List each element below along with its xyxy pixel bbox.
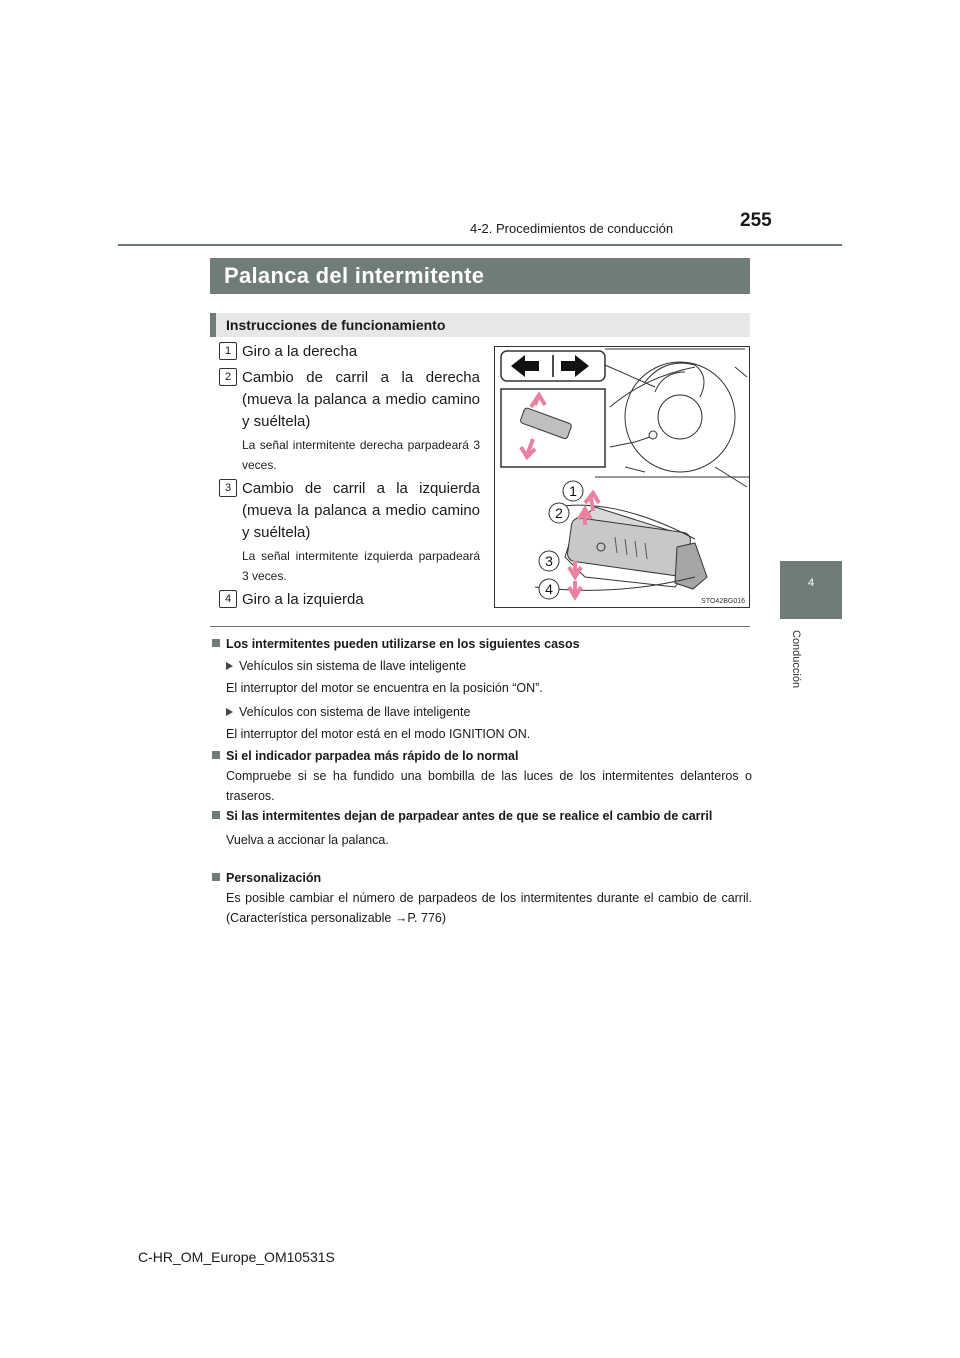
section-divider	[210, 626, 750, 627]
note-1-sub-1-bullet: Vehículos sin sistema de llave inteligente	[239, 659, 467, 673]
square-bullet-icon	[212, 811, 220, 819]
figure-callout-3: 3	[545, 553, 553, 569]
chapter-tab[interactable]: 4	[780, 561, 842, 619]
note-text-4: Es posible cambiar el número de parpadeos de los intermitentes durante el cambio de carril. (Característica personalizable →P. 776)	[226, 891, 752, 925]
square-bullet-icon	[212, 639, 220, 647]
note-heading-4: Personalización	[226, 871, 322, 885]
triangle-bullet-icon	[226, 708, 233, 716]
note-1-sub-2-text: El interruptor del motor está en el modo IGNITION ON.	[226, 727, 531, 741]
turn-signal-lever-figure	[494, 346, 750, 608]
figure-callout-1: 1	[569, 483, 577, 499]
step-text-3: Cambio de carril a la izquierda (mueva la palanca a medio camino y suéltela)	[242, 480, 480, 541]
note-block-4	[212, 868, 752, 928]
note-block-2	[212, 746, 752, 806]
figure-callout-4: 4	[545, 581, 553, 597]
figure-code: STO42BG016	[701, 598, 745, 605]
note-heading-2: Si el indicador parpadea más rápido de lo normal	[226, 749, 519, 763]
step-number-2: 2	[219, 368, 237, 386]
note-block-3	[212, 806, 752, 850]
note-heading-3: Si las intermitentes dejan de parpadear antes de que se realice el cambio de carril	[226, 809, 713, 823]
header-divider	[118, 244, 842, 246]
square-bullet-icon	[212, 751, 220, 759]
triangle-bullet-icon	[226, 662, 233, 670]
page-title: Palanca del intermitente	[210, 258, 750, 294]
page-number: 255	[740, 210, 772, 231]
note-heading-1: Los intermitentes pueden utilizarse en los siguientes casos	[226, 637, 580, 651]
turn-left-arrow-icon	[569, 581, 581, 597]
note-text-2: Compruebe si se ha fundido una bombilla de las luces de los intermitentes delanteros o traseros.	[226, 769, 752, 803]
step-text-4: Giro a la izquierda	[242, 591, 364, 608]
note-1-sub-2-bullet: Vehículos con sistema de llave inteligente	[239, 705, 471, 719]
step-number-1: 1	[219, 342, 237, 360]
note-1-sub-1-text: El interruptor del motor se encuentra en la posición “ON”.	[226, 681, 543, 695]
step-number-4: 4	[219, 590, 237, 608]
step-note-2: La señal intermitente derecha parpadeará 3 veces.	[242, 438, 480, 472]
square-bullet-icon	[212, 873, 220, 881]
lever-illustration	[495, 347, 749, 607]
subsection-title: Instrucciones de funcionamiento	[210, 313, 750, 337]
step-number-3: 3	[219, 479, 237, 497]
step-text-2: Cambio de carril a la derecha (mueva la palanca a medio camino y suéltela)	[242, 369, 480, 430]
section-title: 4-2. Procedimientos de conducción	[470, 221, 674, 236]
step-note-3: La señal intermitente izquierda parpadeará 3 veces.	[242, 549, 480, 583]
document-footer: C-HR_OM_Europe_OM10531S	[138, 1249, 335, 1265]
note-text-3: Vuelva a accionar la palanca.	[226, 833, 389, 847]
chapter-label: Conducción	[790, 630, 802, 689]
note-block-1	[212, 634, 752, 744]
step-text-1: Giro a la derecha	[242, 343, 358, 360]
figure-callout-2: 2	[555, 505, 563, 521]
